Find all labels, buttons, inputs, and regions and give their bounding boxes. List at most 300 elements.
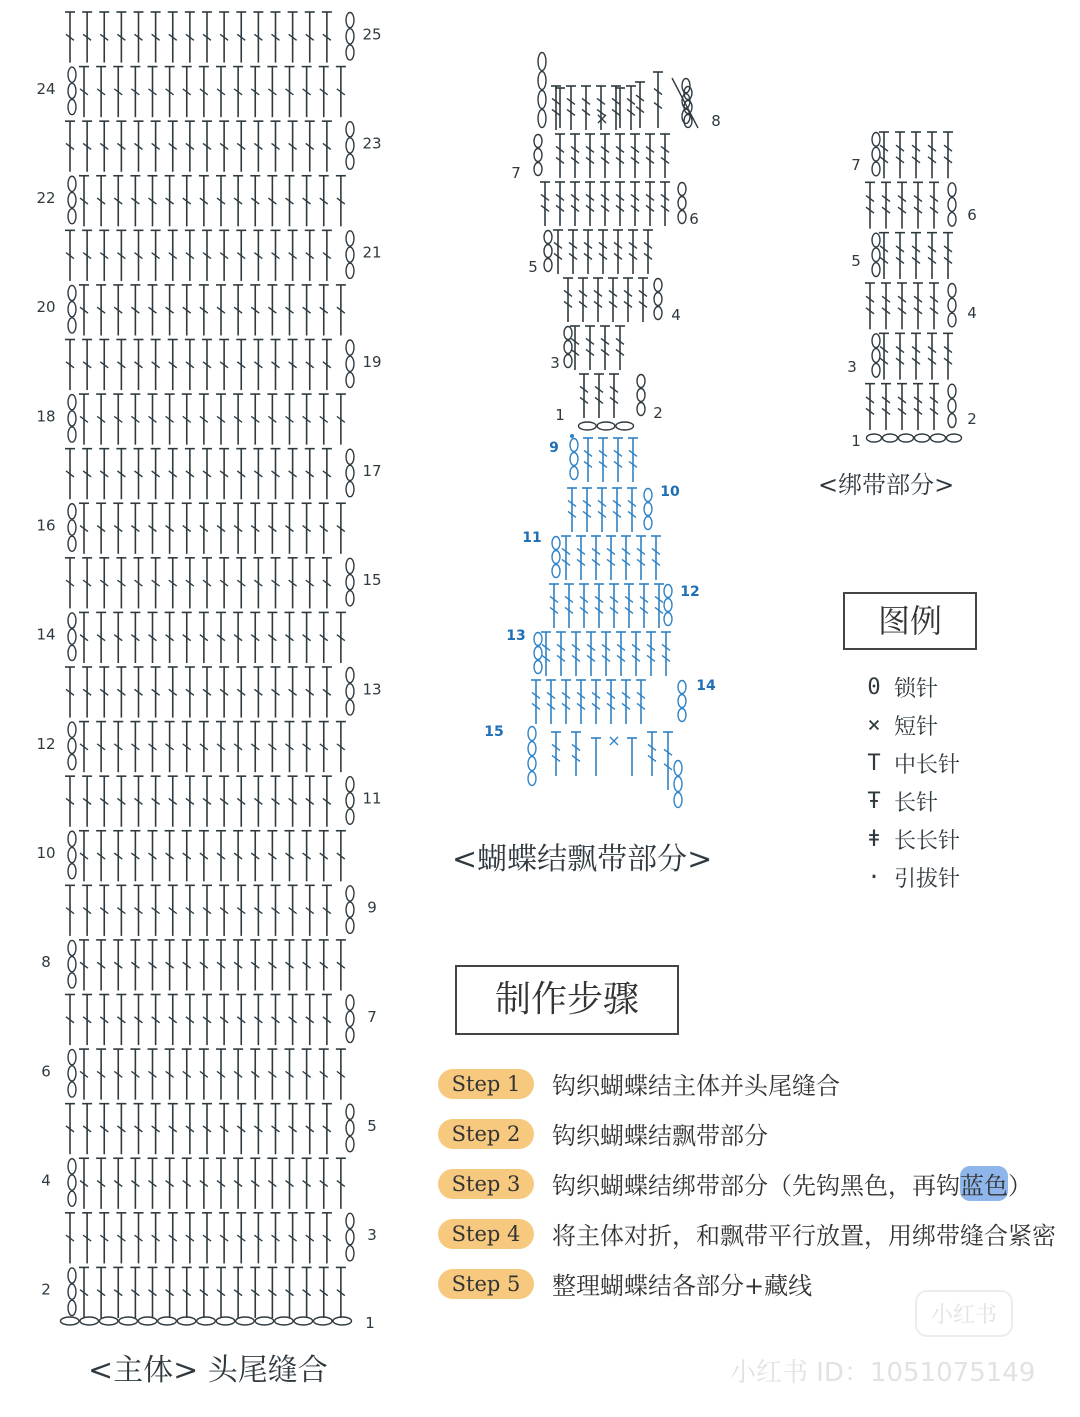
double-crochet-stitch (185, 995, 195, 1046)
double-crochet-stitch (285, 1049, 295, 1100)
double-crochet-stitch (250, 1158, 260, 1209)
double-crochet-stitch (79, 394, 89, 445)
row-number-label: 4 (967, 304, 977, 322)
double-crochet-stitch (199, 1267, 209, 1318)
double-crochet-stitch (168, 1213, 178, 1264)
row-number-label: 1 (851, 432, 861, 450)
double-crochet-stitch (134, 12, 144, 63)
turning-chain (552, 537, 560, 578)
row-number-label: 1 (555, 406, 565, 424)
double-crochet-stitch (219, 995, 229, 1046)
double-crochet-stitch (199, 503, 209, 554)
treble-crochet-stitch (570, 134, 580, 178)
double-crochet-stitch (151, 995, 161, 1046)
double-crochet-stitch (199, 612, 209, 663)
double-crochet-stitch (267, 285, 277, 336)
treble-crochet-stitch (636, 680, 646, 724)
row-number-label: 19 (362, 352, 382, 371)
double-crochet-stitch (134, 776, 144, 827)
double-crochet-stitch (82, 1104, 92, 1155)
double-crochet-stitch (168, 449, 178, 500)
double-crochet-stitch (148, 394, 158, 445)
double-crochet-stitch (79, 722, 89, 773)
double-crochet-stitch (322, 340, 332, 391)
row-number-label: 3 (847, 358, 857, 376)
double-crochet-stitch (79, 1158, 89, 1209)
step-item (438, 1066, 840, 1101)
double-crochet-stitch (336, 176, 346, 227)
step-text: 钩织蝴蝶结主体并头尾缝合 (552, 1072, 840, 1100)
treble-crochet-stitch (636, 536, 646, 580)
double-crochet-stitch (79, 285, 89, 336)
double-crochet-stitch (79, 940, 89, 991)
legend-item (860, 862, 960, 893)
double-crochet-stitch (302, 831, 312, 882)
row-number-label: 10 (36, 844, 56, 863)
turning-chain (346, 668, 354, 716)
treble-crochet-stitch (600, 134, 610, 178)
double-crochet-icon: Ŧ (867, 789, 881, 814)
row-number-label: 13 (362, 680, 382, 699)
turning-chain (68, 67, 76, 115)
treble-crochet-stitch (615, 182, 625, 226)
double-crochet-stitch (202, 667, 212, 718)
double-crochet-stitch (305, 1213, 315, 1264)
double-crochet-stitch (82, 449, 92, 500)
double-crochet-stitch (288, 995, 298, 1046)
treble-crochet-stitch (540, 182, 550, 226)
double-crochet-stitch (130, 831, 140, 882)
row-number-label: 21 (362, 243, 382, 262)
double-crochet-stitch (253, 1104, 263, 1155)
double-crochet-stitch (116, 12, 126, 63)
double-crochet-stitch (182, 722, 192, 773)
row-number-label: 15 (362, 571, 382, 590)
double-crochet-stitch (288, 449, 298, 500)
double-crochet-stitch (322, 121, 332, 172)
double-crochet-stitch (148, 1158, 158, 1209)
step-highlight: 蓝色 (960, 1166, 1008, 1201)
double-crochet-stitch (202, 995, 212, 1046)
double-crochet-stitch (253, 1213, 263, 1264)
double-crochet-stitch (151, 12, 161, 63)
treble-crochet-stitch (929, 384, 939, 430)
double-crochet-stitch (288, 230, 298, 281)
double-crochet-stitch (305, 121, 315, 172)
double-crochet-stitch (216, 831, 226, 882)
double-crochet-stitch (319, 176, 329, 227)
double-crochet-stitch (168, 1104, 178, 1155)
double-crochet-stitch (302, 176, 312, 227)
treble-crochet-stitch (556, 632, 566, 676)
double-crochet-stitch (96, 1267, 106, 1318)
double-crochet-stitch (65, 558, 75, 609)
double-crochet-stitch (99, 558, 109, 609)
double-crochet-stitch (288, 885, 298, 936)
double-crochet-stitch (202, 230, 212, 281)
treble-crochet-stitch (586, 632, 596, 676)
double-crochet-stitch (305, 667, 315, 718)
double-crochet-stitch (202, 776, 212, 827)
turning-chain (346, 995, 354, 1043)
double-crochet-stitch (285, 1267, 295, 1318)
double-crochet-stitch (185, 121, 195, 172)
treble-crochet-stitch (613, 438, 623, 482)
row-number-label: 22 (36, 189, 56, 208)
half-double-crochet-icon: T (867, 751, 881, 776)
double-crochet-stitch (216, 722, 226, 773)
double-crochet-stitch (322, 776, 332, 827)
double-crochet-stitch (116, 776, 126, 827)
treble-crochet-stitch (630, 182, 640, 226)
treble-crochet-stitch (608, 278, 618, 322)
double-crochet-stitch (216, 1158, 226, 1209)
treble-crochet-stitch (865, 283, 875, 329)
treble-crochet-stitch (579, 584, 589, 628)
double-crochet-stitch (253, 230, 263, 281)
turning-chain (528, 727, 536, 786)
double-crochet-stitch (65, 1104, 75, 1155)
treble-crochet-stitch (929, 283, 939, 329)
double-crochet-stitch (202, 558, 212, 609)
double-crochet-stitch (113, 612, 123, 663)
double-crochet-stitch (151, 885, 161, 936)
double-crochet-stitch (219, 340, 229, 391)
treble-crochet-stitch (582, 488, 592, 532)
double-crochet-stitch (285, 1158, 295, 1209)
double-crochet-stitch (65, 995, 75, 1046)
row-number-label: 2 (653, 404, 663, 422)
double-crochet-stitch (253, 121, 263, 172)
double-crochet-stitch (319, 940, 329, 991)
double-crochet-stitch (185, 12, 195, 63)
double-crochet-stitch (151, 121, 161, 172)
treble-crochet-stitch (549, 584, 559, 628)
double-crochet-stitch (271, 12, 281, 63)
turning-chain (637, 375, 645, 416)
double-crochet-stitch (305, 12, 315, 63)
double-crochet-stitch (322, 1104, 332, 1155)
main-body-chart (36, 12, 381, 1332)
double-crochet-stitch (202, 1104, 212, 1155)
slip-stitch-icon: · (867, 865, 881, 890)
double-crochet-stitch (165, 176, 175, 227)
treble-crochet-stitch (628, 438, 638, 482)
double-crochet-stitch (267, 612, 277, 663)
double-crochet-stitch (182, 503, 192, 554)
double-crochet-stitch (130, 612, 140, 663)
treble-crochet-stitch (561, 536, 571, 580)
double-crochet-stitch (336, 722, 346, 773)
double-crochet-stitch (116, 1104, 126, 1155)
treble-crochet-stitch (913, 182, 923, 228)
foundation-chain (579, 422, 634, 430)
double-crochet-stitch (165, 1267, 175, 1318)
double-crochet-stitch (134, 558, 144, 609)
double-crochet-stitch (305, 230, 315, 281)
double-crochet-stitch (79, 1049, 89, 1100)
double-crochet-stitch (322, 1213, 332, 1264)
legend-item (860, 672, 938, 703)
treble-crochet-stitch (591, 680, 601, 724)
treble-crochet-stitch (895, 132, 905, 178)
double-crochet-stitch (165, 503, 175, 554)
half-double-crochet-stitch (591, 738, 601, 776)
row-number-label: 10 (660, 484, 680, 500)
double-crochet-stitch (185, 230, 195, 281)
treble-crochet-stitch (555, 182, 565, 226)
double-crochet-stitch (113, 394, 123, 445)
double-crochet-stitch (99, 885, 109, 936)
row-number-label: 12 (36, 734, 56, 753)
double-crochet-stitch (113, 176, 123, 227)
double-crochet-stitch (319, 1267, 329, 1318)
double-crochet-stitch (288, 340, 298, 391)
double-crochet-stitch (302, 1267, 312, 1318)
step-text: 将主体对折，和飘带平行放置，用绑带缝合紧密 (552, 1222, 1056, 1250)
double-crochet-stitch (322, 230, 332, 281)
double-crochet-stitch (216, 67, 226, 118)
strap-caption: <绑带部分> (818, 471, 955, 499)
double-crochet-stitch (116, 995, 126, 1046)
turning-chain (68, 722, 76, 770)
double-crochet-stitch (168, 558, 178, 609)
double-crochet-stitch (199, 67, 209, 118)
double-crochet-stitch (253, 558, 263, 609)
turning-chain (346, 886, 354, 934)
treble-crochet-stitch (600, 326, 610, 370)
treble-crochet-stitch (585, 134, 595, 178)
double-crochet-stitch (236, 885, 246, 936)
double-crochet-stitch (233, 722, 243, 773)
row-number-label: 6 (41, 1062, 51, 1081)
step-tag: Step 3 (438, 1169, 534, 1199)
legend-item (860, 824, 960, 855)
treble-crochet-stitch (583, 438, 593, 482)
treble-crochet-stitch (561, 680, 571, 724)
double-crochet-stitch (285, 612, 295, 663)
double-crochet-stitch (305, 995, 315, 1046)
treble-crochet-stitch (578, 278, 588, 322)
double-crochet-stitch (65, 121, 75, 172)
foundation-chain (60, 1317, 351, 1325)
double-crochet-stitch (233, 1267, 243, 1318)
double-crochet-stitch (233, 503, 243, 554)
treble-crochet-stitch (546, 680, 556, 724)
double-crochet-stitch (96, 1158, 106, 1209)
turning-chain (948, 384, 956, 427)
double-crochet-stitch (288, 558, 298, 609)
double-crochet-stitch (185, 1104, 195, 1155)
double-crochet-stitch (250, 285, 260, 336)
double-crochet-stitch (148, 722, 158, 773)
double-crochet-stitch (82, 1213, 92, 1264)
double-crochet-stitch (219, 230, 229, 281)
treble-crochet-stitch (571, 732, 581, 776)
treble-crochet-stitch (564, 584, 574, 628)
double-crochet-stitch (151, 558, 161, 609)
double-crochet-stitch (99, 995, 109, 1046)
double-crochet-stitch (267, 940, 277, 991)
step-text: 钩织蝴蝶结飘带部分 (552, 1122, 768, 1150)
double-crochet-stitch (96, 831, 106, 882)
double-crochet-stitch (267, 1158, 277, 1209)
double-crochet-stitch (253, 340, 263, 391)
double-crochet-stitch (236, 1104, 246, 1155)
treble-crochet-stitch (628, 230, 638, 274)
double-crochet-stitch (116, 449, 126, 500)
double-crochet-stitch (253, 995, 263, 1046)
double-crochet-stitch (250, 503, 260, 554)
row-number-label: 3 (550, 354, 560, 372)
double-crochet-stitch (271, 1104, 281, 1155)
turning-chain (678, 681, 686, 722)
legend-label: 锁针 (894, 677, 939, 702)
treble-crochet-stitch (621, 680, 631, 724)
treble-crochet-stitch (593, 278, 603, 322)
double-crochet-stitch (216, 176, 226, 227)
double-crochet-stitch (219, 667, 229, 718)
turning-chain (68, 1268, 76, 1316)
turning-chain (346, 340, 354, 388)
legend-label: 中长针 (894, 753, 961, 778)
double-crochet-stitch (148, 176, 158, 227)
step-item (438, 1216, 1056, 1251)
double-crochet-stitch (116, 558, 126, 609)
double-crochet-stitch (322, 667, 332, 718)
treble-crochet-stitch (576, 680, 586, 724)
treble-crochet-stitch (943, 233, 953, 279)
row-number-label: 5 (367, 1116, 377, 1135)
double-crochet-stitch (253, 12, 263, 63)
treble-crochet-stitch (601, 632, 611, 676)
double-crochet-stitch (168, 121, 178, 172)
double-crochet-stitch (116, 230, 126, 281)
turning-chain (346, 12, 354, 60)
double-crochet-stitch (65, 1213, 75, 1264)
double-crochet-stitch (151, 1104, 161, 1155)
double-crochet-stitch (65, 885, 75, 936)
double-crochet-stitch (250, 612, 260, 663)
treble-crochet-stitch (615, 326, 625, 370)
double-crochet-stitch (267, 394, 277, 445)
treble-crochet-stitch (654, 584, 664, 628)
double-crochet-stitch (185, 340, 195, 391)
double-crochet-stitch (302, 612, 312, 663)
double-crochet-stitch (99, 1213, 109, 1264)
treble-crochet-stitch (626, 86, 636, 130)
double-crochet-stitch (253, 885, 263, 936)
double-crochet-stitch (250, 831, 260, 882)
double-crochet-stitch (185, 449, 195, 500)
double-crochet-stitch (236, 449, 246, 500)
treble-crochet-stitch (566, 86, 576, 130)
double-crochet-stitch (168, 12, 178, 63)
double-crochet-stitch (165, 612, 175, 663)
double-crochet-stitch (148, 1267, 158, 1318)
double-crochet-stitch (288, 1213, 298, 1264)
double-crochet-stitch (319, 612, 329, 663)
double-crochet-stitch (165, 831, 175, 882)
legend-item (860, 786, 938, 817)
double-crochet-stitch (99, 1104, 109, 1155)
double-crochet-stitch (288, 776, 298, 827)
double-crochet-stitch (199, 285, 209, 336)
strap-chart (847, 132, 977, 450)
treble-crochet-stitch (571, 632, 581, 676)
double-crochet-stitch (148, 612, 158, 663)
treble-crochet-stitch (927, 333, 937, 379)
double-crochet-stitch (96, 67, 106, 118)
turning-chain (872, 133, 880, 176)
turning-chain (346, 231, 354, 279)
double-crochet-stitch (236, 12, 246, 63)
step-text: 整理蝴蝶结各部分+藏线 (552, 1272, 813, 1300)
double-crochet-stitch (199, 831, 209, 882)
row-number-label: 6 (967, 206, 977, 224)
double-crochet-stitch (319, 67, 329, 118)
treble-crochet-stitch (929, 182, 939, 228)
treble-crochet-stitch (597, 488, 607, 532)
double-crochet-stitch (302, 722, 312, 773)
treble-crochet-stitch (660, 134, 670, 178)
treble-crochet-stitch (585, 326, 595, 370)
double-crochet-stitch (202, 1213, 212, 1264)
double-crochet-stitch (219, 1213, 229, 1264)
double-crochet-stitch (165, 1049, 175, 1100)
double-crochet-stitch (233, 394, 243, 445)
double-crochet-stitch (305, 449, 315, 500)
double-crochet-stitch (182, 940, 192, 991)
double-crochet-stitch (185, 1213, 195, 1264)
double-crochet-stitch (65, 230, 75, 281)
double-crochet-stitch (302, 394, 312, 445)
treble-crochet-stitch (913, 283, 923, 329)
row-number-label: 9 (367, 898, 377, 917)
step-text-tail: ） (1008, 1172, 1032, 1200)
treble-crochet-stitch (647, 732, 657, 776)
double-crochet-stitch (168, 667, 178, 718)
double-crochet-stitch (151, 449, 161, 500)
double-crochet-stitch (96, 285, 106, 336)
treble-crochet-stitch (616, 632, 626, 676)
treble-crochet-stitch (638, 278, 648, 322)
double-crochet-stitch (336, 1049, 346, 1100)
double-crochet-stitch (267, 67, 277, 118)
half-double-crochet-stitch (627, 738, 637, 776)
double-crochet-stitch (319, 831, 329, 882)
slip-stitch (570, 434, 574, 438)
step-text: 钩织蝴蝶结绑带部分（先钩黑色，再钩 (552, 1172, 960, 1200)
treble-crochet-icon: ǂ (867, 827, 881, 852)
double-crochet-stitch (182, 612, 192, 663)
double-crochet-stitch (336, 612, 346, 663)
treble-crochet-stitch (651, 536, 661, 580)
double-crochet-stitch (148, 285, 158, 336)
double-crochet-stitch (96, 612, 106, 663)
double-crochet-stitch (82, 776, 92, 827)
double-crochet-stitch (216, 1049, 226, 1100)
double-crochet-stitch (267, 176, 277, 227)
double-crochet-stitch (250, 67, 260, 118)
turning-chain (68, 504, 76, 552)
double-crochet-stitch (79, 612, 89, 663)
double-crochet-stitch (199, 176, 209, 227)
double-crochet-stitch (288, 1104, 298, 1155)
row-number-label: 18 (36, 407, 56, 426)
row-number-label: 7 (851, 156, 861, 174)
treble-crochet-stitch (585, 182, 595, 226)
